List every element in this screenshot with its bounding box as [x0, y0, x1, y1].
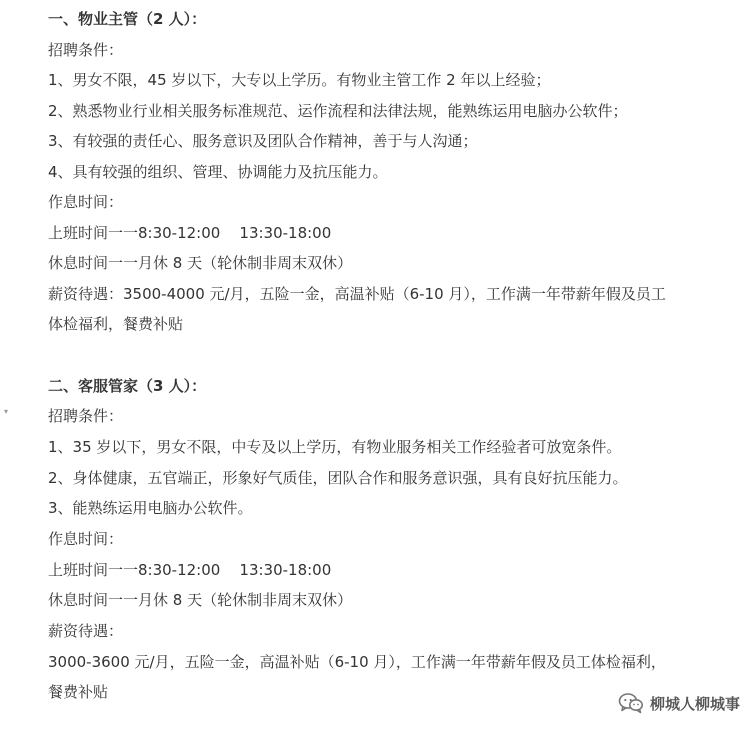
section2-requirement-item: 2、身体健康，五官端正，形象好气质佳，团队合作和服务意识强，具有良好抗压能力。 — [48, 469, 628, 487]
section1-salary-line-continued: 体检福利，餐费补贴 — [48, 315, 184, 333]
section1-requirements-label: 招聘条件： — [48, 41, 124, 59]
wechat-icon — [618, 692, 644, 714]
section2-salary-line: 3000-3600 元/月，五险一金，高温补贴（6-10 月），工作满一年带薪年假及员工体检福利， — [48, 653, 666, 671]
watermark — [618, 690, 740, 716]
section1-rest-time: 休息时间一一月休 8 天（轮休制非周末双休） — [48, 254, 353, 272]
section2-hours-label: 作息时间： — [48, 530, 124, 548]
section1-requirement-item: 2、熟悉物业行业相关服务标准规范、运作流程和法律法规，能熟练运用电脑办公软件； — [48, 102, 628, 120]
section1-requirement-item: 1、男女不限，45 岁以下，大专以上学历。有物业主管工作 2 年以上经验； — [48, 71, 551, 89]
section2-salary-line-continued: 餐费补贴 — [48, 683, 109, 701]
section1-heading: 一、物业主管（2 人）： — [48, 10, 207, 28]
section2-requirement-item: 1、35 岁以下，男女不限，中专及以上学历，有物业服务相关工作经验者可放宽条件。 — [48, 438, 622, 456]
section1-requirement-item: 3、有较强的责任心、服务意识及团队合作精神，善于与人沟通； — [48, 132, 478, 150]
section1-hours-label: 作息时间： — [48, 193, 124, 211]
section2-work-time: 上班时间一一8:30-12:00 13:30-18:00 — [48, 561, 332, 579]
section1-work-time: 上班时间一一8:30-12:00 13:30-18:00 — [48, 224, 332, 242]
section1-requirement-item: 4、具有较强的组织、管理、协调能力及抗压能力。 — [48, 163, 388, 181]
section2-rest-time: 休息时间一一月休 8 天（轮休制非周末双休） — [48, 591, 353, 609]
section1-salary-line: 薪资待遇：3500-4000 元/月，五险一金，高温补贴（6-10 月），工作满一年带薪年假及员工 — [48, 285, 666, 303]
section2-requirements-label: 招聘条件： — [48, 407, 124, 425]
section2-heading: 二、客服管家（3 人）： — [48, 377, 207, 395]
side-caret-icon: ▾ — [4, 407, 9, 416]
section2-salary-label: 薪资待遇： — [48, 622, 124, 640]
watermark-text: 柳城人柳城事 — [649, 694, 740, 713]
section2-requirement-item: 3、能熟练运用电脑办公软件。 — [48, 499, 253, 517]
